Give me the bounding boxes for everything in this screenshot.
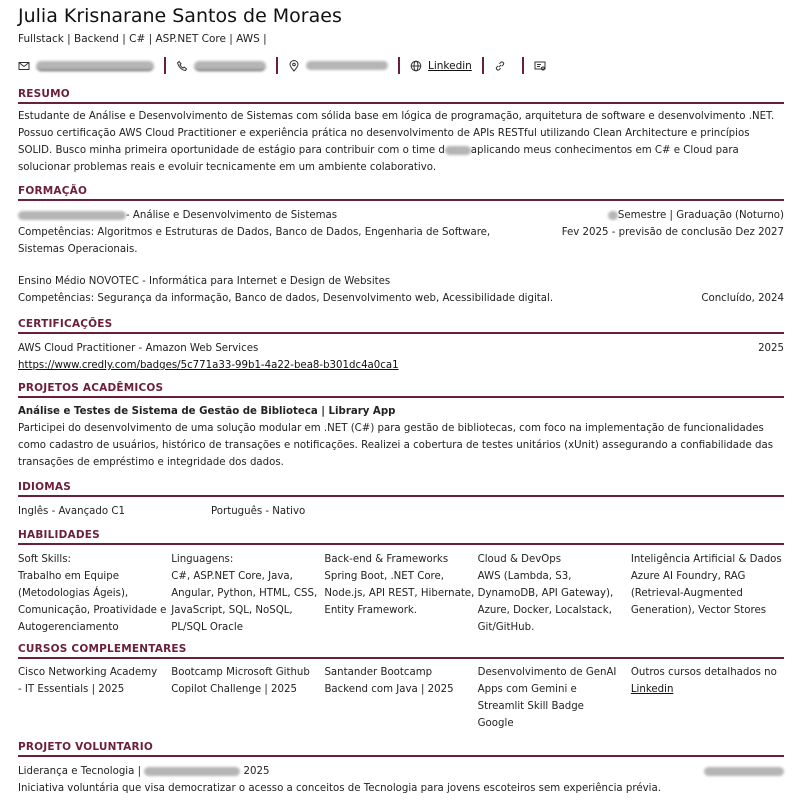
language-item: Português - Nativo (211, 506, 306, 517)
volunteer-section (18, 741, 784, 797)
linkedin-link[interactable]: Linkedin (428, 59, 472, 72)
education-item-1: - Análise e Desenvolvimento de Sistemas Semestre | Graduação (Noturno) (18, 207, 784, 224)
summary-section (18, 88, 784, 176)
contact-link[interactable] (494, 57, 524, 74)
section-title-summary: RESUMO (18, 88, 784, 104)
skill-column: Back-end & Frameworks Spring Boot, .NET Core, Node.js, API REST, Hibernate, Entity Framework. (324, 554, 475, 616)
redacted-email (36, 61, 154, 71)
languages-list (18, 503, 784, 520)
section-title-certifications: CERTIFICAÇÕES (18, 318, 784, 334)
skill-column: Soft Skills: Trabalho em Equipe (Metodologias Ágeis), Comunicação, Proatividade e Autogerenciamento (18, 554, 167, 633)
project-description: Participei do desenvolvimento de uma solução modular em .NET (C#) para gestão de bibliotecas, com foco na implementação de funcionalidades como cadastro de usuários, histórico de transações e notificações. Realizei a cobertura de testes unitários (xUnit) assegurando a confiabilidade das transações de empréstimo e integridade dos dados. (18, 423, 774, 468)
contact-phone[interactable] (176, 57, 278, 74)
redacted-organization (144, 767, 240, 776)
badge-icon[interactable] (534, 60, 546, 72)
skills-section (18, 529, 784, 636)
envelope-icon (18, 60, 30, 72)
course-item: Santander Bootcamp Backend com Java | 2025 (324, 667, 454, 695)
candidate-name: Julia Krisnarane Santos de Moraes (18, 5, 342, 27)
skill-column: Linguagens: C#, ASP.NET Core, Java, Angular, Python, HTML, CSS, JavaScript, SQL, NoSQL, PL/SQL Oracle (171, 554, 318, 633)
redacted-company (445, 146, 471, 155)
section-title-languages: IDIOMAS (18, 481, 784, 497)
skill-column: Cloud & DevOps AWS (Lambda, S3, DynamoDB, API Gateway), Azure, Docker, Localstack, Git/GitHub. (477, 554, 614, 633)
candidate-headline: Fullstack | Backend | C# | ASP.NET Core | AWS | (18, 33, 267, 45)
languages-section (18, 481, 784, 520)
contact-portfolio[interactable] (534, 57, 562, 74)
phone-icon (176, 60, 188, 72)
projects-section (18, 382, 784, 471)
link-icon[interactable] (494, 60, 506, 72)
course-item: Desenvolvimento de GenAI Apps com Gemini e Streamlit Skill Badge Google (477, 667, 617, 729)
section-title-education: FORMAÇÃO (18, 185, 784, 201)
education-item-1-details: Competências: Algoritmos e Estruturas de Dados, Banco de Dados, Engenharia de Software, Sistemas Operacionais. Fev 2025 - previsão de conclusão Dez 2027 (18, 227, 784, 255)
section-title-courses: CURSOS COMPLEMENTARES (18, 643, 784, 659)
project-heading: Análise e Testes de Sistema de Gestão de Biblioteca | Library App (18, 406, 396, 417)
skill-column: Inteligência Artificial & Dados Azure AI Foundry, RAG (Retrieval-Augmented Generation), Vector Stores (630, 554, 782, 616)
globe-icon (410, 60, 422, 72)
section-title-projects: PROJETOS ACADÊMICOS (18, 382, 784, 398)
redacted-phone (194, 61, 266, 71)
volunteer-item: Liderança e Tecnologia | 2025 (18, 763, 784, 780)
contact-location (288, 57, 400, 74)
contact-linkedin[interactable] (410, 57, 484, 74)
contact-email[interactable] (18, 57, 166, 74)
courses-section (18, 643, 784, 732)
skills-grid (18, 551, 784, 636)
redacted-institution (18, 211, 126, 220)
course-item: Outros cursos detalhados no Linkedin (630, 667, 777, 695)
map-pin-icon (288, 60, 300, 72)
education-item-2-details: Competências: Segurança da informação, Banco de dados, Desenvolvimento web, Acessibilidade digital. Concluído, 2024 (18, 293, 784, 304)
language-item: Inglês - Avançado C1 (18, 506, 125, 517)
volunteer-description: Iniciativa voluntária que visa democratizar o acesso a conceitos de Tecnologia para jovens escoteiros sem experiência prévia. (18, 783, 661, 794)
summary-text: Estudante de Análise e Desenvolvimento de Sistemas com sólida base em lógica de programação, arquitetura de software e desenvolvimento .NET. Possuo certificação AWS Cloud Practitioner e experiência prática no desenvolvimento de APIs RESTful utilizando Clean Architecture e princípios SOLID. Busco minha primeira oportunidade de estágio para contribuir com o time d aplicando meus conhecimentos em C# e Cloud para solucionar problemas reais e evoluir tecnicamente em um ambiente colaborativo. (18, 111, 775, 173)
certification-item: AWS Cloud Practitioner - Amazon Web Services 2025 (18, 343, 784, 354)
redacted-semester (608, 211, 618, 220)
education-item-2: Ensino Médio NOVOTEC - Informática para Internet e Design de Websites (18, 276, 391, 287)
courses-linkedin-link[interactable]: Linkedin (630, 684, 674, 695)
section-title-skills: HABILIDADES (18, 529, 784, 545)
section-title-volunteer: PROJETO VOLUNTARIO (18, 741, 784, 757)
education-section (18, 185, 784, 307)
course-item: Bootcamp Microsoft Github Copilot Challenge | 2025 (171, 667, 310, 695)
course-item: Cisco Networking Academy - IT Essentials | 2025 (18, 667, 158, 695)
certifications-section (18, 318, 784, 374)
courses-grid (18, 664, 784, 732)
redacted-location (306, 61, 388, 70)
redacted-volunteer-location (704, 767, 784, 776)
contact-bar (18, 57, 784, 74)
certification-link[interactable]: https://www.credly.com/badges/5c771a33-99b1-4a22-bea8-b301dc4a0ca1 (18, 360, 399, 371)
